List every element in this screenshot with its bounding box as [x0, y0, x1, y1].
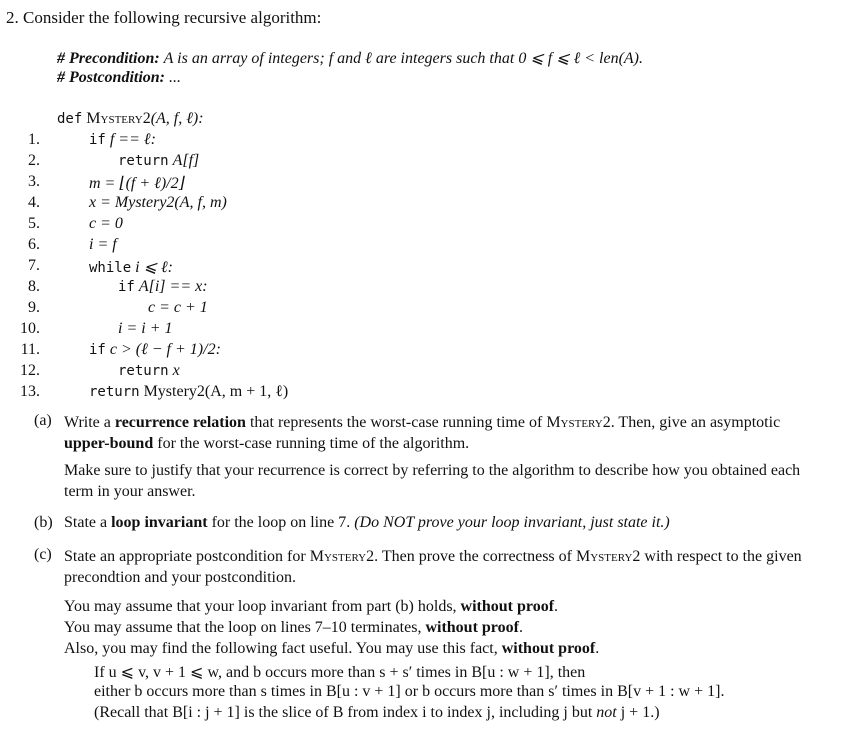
fact-line-2: either b occurs more than s times in B[u : v + 1] or b occurs more than s′ times in B[v + 1 : w + 1].: [94, 683, 725, 700]
line-number: 2.: [28, 152, 40, 169]
text: .: [595, 640, 600, 657]
text: . Then prove the correctness of: [374, 548, 576, 565]
function-name: Mystery2: [86, 110, 151, 127]
code-line: [89, 257, 173, 277]
code-keyword: if: [89, 132, 106, 148]
code-line: [89, 236, 117, 254]
code-keyword: return: [118, 153, 169, 169]
code-line: [89, 131, 156, 149]
text: .: [554, 598, 559, 615]
code-text: i ⩽ ℓ:: [135, 259, 173, 276]
code-text: Mystery2(A, m + 1, ℓ): [143, 383, 289, 400]
part-a-label: (a): [34, 412, 52, 429]
code-text: i = i + 1: [118, 320, 173, 337]
text: for the loop on line 7.: [207, 514, 355, 531]
algorithm-name: Mystery2: [575, 548, 641, 565]
def-keyword: def: [57, 111, 83, 127]
text: for the worst-case running time of the algorithm.: [153, 435, 470, 452]
function-signature: [57, 110, 204, 128]
line-number: 12.: [20, 362, 40, 379]
part-a-paragraph-2: Make sure to justify that your recurrence is correct by referring to the algorithm to describe how you obtained each term in your answer.: [64, 462, 801, 500]
text: with respect to the given precondtion and your postcondition.: [64, 548, 802, 586]
line-number: 6.: [28, 236, 40, 253]
precondition: [57, 48, 643, 68]
code-keyword: if: [118, 279, 135, 295]
code-text: A[i] == x:: [138, 278, 208, 295]
line-number: 9.: [28, 299, 40, 316]
text: State an appropriate postcondition for: [64, 548, 310, 565]
text: State a: [64, 514, 112, 531]
code-line: [118, 278, 208, 296]
code-text: c = c + 1: [148, 299, 208, 316]
precondition-label: # Precondition:: [57, 50, 160, 67]
code-keyword: if: [89, 342, 106, 358]
code-line: [89, 194, 227, 212]
line-number: 4.: [28, 194, 40, 211]
part-c-paragraph-1: [64, 546, 804, 588]
code-line: [89, 341, 221, 359]
text: You may assume that your loop invariant from part (b) holds,: [64, 598, 461, 615]
text: Write a: [64, 414, 115, 431]
code-line: [118, 152, 199, 170]
bold-text: recurrence relation: [114, 414, 246, 431]
code-keyword: while: [89, 260, 132, 276]
question-intro: Consider the following recursive algorithm:: [23, 8, 322, 27]
bold-text: upper-bound: [64, 435, 154, 452]
text: . Then, give an asymptotic: [610, 414, 781, 431]
line-number: 1.: [28, 131, 40, 148]
italic-text: not: [596, 704, 617, 721]
part-c-assumption-2: [64, 619, 523, 637]
text: You may assume that the loop on lines 7–10 terminates,: [64, 619, 426, 636]
part-b-text: [64, 514, 670, 532]
code-text: i = f: [89, 236, 117, 253]
text: (Recall that B[i : j + 1] is the slice of B from index i to index j, including j but: [94, 704, 597, 721]
fact-line-3: [94, 704, 660, 722]
postcondition: [57, 69, 181, 87]
code-text: c = 0: [89, 215, 123, 232]
code-text: x: [172, 362, 180, 379]
code-text: f == ℓ:: [109, 131, 156, 148]
code-text: m = ⌊(f + ℓ)/2⌋: [89, 175, 185, 192]
code-line: [118, 362, 180, 380]
line-number: 13.: [20, 383, 40, 400]
bold-text: loop invariant: [111, 514, 208, 531]
code-keyword: return: [89, 384, 140, 400]
algorithm-name: Mystery2: [546, 414, 611, 431]
code-text: A[f]: [172, 152, 200, 169]
function-params: (A, f, ℓ):: [150, 110, 204, 127]
part-c-assumption-3: [64, 640, 599, 658]
postcondition-text: ...: [169, 69, 182, 86]
code-text: c > (ℓ − f + 1)/2:: [109, 341, 221, 358]
question-header: [6, 8, 321, 28]
code-line: [89, 383, 288, 401]
line-number: 11.: [20, 341, 40, 358]
code-keyword: return: [118, 363, 169, 379]
question-number: 2.: [6, 8, 19, 27]
bold-text: without proof: [425, 619, 519, 636]
text: that represents the worst-case running time of: [245, 414, 547, 431]
code-line: [89, 173, 185, 193]
italic-text: (Do NOT prove your loop invariant, just state it.): [354, 514, 670, 531]
line-number: 10.: [20, 320, 40, 337]
part-c-label: (c): [34, 546, 52, 563]
line-number: 3.: [28, 173, 40, 190]
part-b-label: (b): [34, 514, 53, 531]
bold-text: without proof: [460, 598, 555, 615]
line-number: 7.: [28, 257, 40, 274]
text: j + 1.): [616, 704, 660, 721]
algorithm-name: Mystery2: [309, 548, 375, 565]
fact-line-1: If u ⩽ v, v + 1 ⩽ w, and b occurs more than s + s′ times in B[u : w + 1], then: [94, 664, 586, 681]
code-line: [148, 299, 208, 317]
bold-text: without proof: [501, 640, 596, 657]
part-a-paragraph-1: [64, 412, 804, 454]
postcondition-label: # Postcondition:: [57, 69, 166, 86]
line-number: 5.: [28, 215, 40, 232]
text: Also, you may find the following fact useful. You may use this fact,: [64, 640, 502, 657]
code-line: [118, 320, 172, 338]
precondition-text: A is an array of integers; f and ℓ are integers such that 0 ⩽ f ⩽ ℓ < len(A).: [163, 50, 644, 67]
code-line: [89, 215, 123, 233]
code-text: x = Mystery2(A, f, m): [89, 194, 227, 211]
line-number: 8.: [28, 278, 40, 295]
part-c-assumption-1: [64, 598, 558, 616]
text: .: [518, 619, 523, 636]
